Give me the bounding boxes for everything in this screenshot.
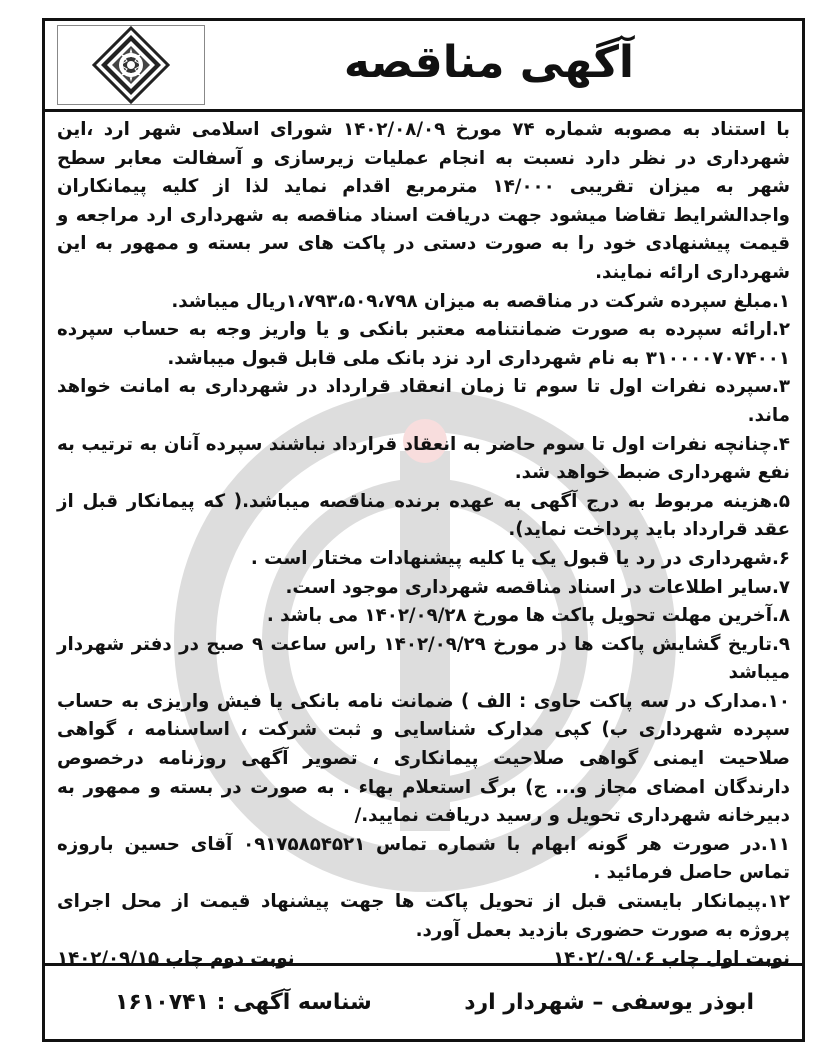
clause-11: ۱۱.در صورت هر گونه ابهام با شماره تماس ۰۹۱۷۵۸۵۴۵۲۱ آقای حسین باروزه تماس حاصل فرمائید . <box>57 833 790 884</box>
clause-7: ۷.سایر اطلاعات در اسناد مناقصه شهرداری موجود است. <box>285 576 790 598</box>
clause-6: ۶.شهرداری در رد یا قبول یک یا کلیه پیشنهادات مختار است . <box>250 547 790 569</box>
notice-header <box>45 21 802 112</box>
notice-title: آگهی مناقصه <box>343 37 634 88</box>
clause-8: ۸.آخرین مهلت تحویل پاکت ها مورخ ۱۴۰۲/۰۹/۲۸ می باشد . <box>266 605 790 627</box>
signer: ابوذر یوسفی – شهردار ارد <box>464 990 754 1015</box>
clause-1: ۱.مبلغ سپرده شرکت در مناقصه به میزان ۱،۷۹۳،۵۰۹،۷۹۸ریال میباشد. <box>171 290 790 312</box>
clause-5: ۵.هزینه مربوط به درج آگهی به عهده برنده مناقصه میباشد.( که پیمانکار قبل از عقد قرارداد باید پرداخت نماید). <box>57 490 790 541</box>
clause-4: ۴.چنانچه نفرات اول تا سوم حاضر به انعقاد قرارداد نباشند سپرده آنان به ترتیب به نفع شهرداری ضبط خواهد شد. <box>57 433 790 484</box>
notice-id: شناسه آگهی : ۱۶۱۰۷۴۱ <box>115 990 372 1015</box>
notice-footer <box>45 963 802 1039</box>
clause-3: ۳.سپرده نفرات اول تا سوم تا زمان انعقاد قرارداد در شهرداری به امانت خواهد ماند. <box>57 376 790 426</box>
first-print-date: نوبت اول چاپ ۱۴۰۲/۰۹/۰۶ <box>553 948 790 970</box>
clause-2: ۲.ارائه سپرده به صورت ضمانتنامه معتبر بانکی و یا واریز وجه به حساب سپرده ۳۱۰۰۰۰۷۰۷۴۰۰۱ به نام شهرداری ارد نزد بانک ملی قابل قبول میباشد. <box>57 319 790 369</box>
notice-body <box>57 116 790 974</box>
tender-notice <box>42 18 805 1042</box>
clause-9: ۹.تاریخ گشایش پاکت ها در مورخ ۱۴۰۲/۰۹/۲۹ راس ساعت ۹ صبح در دفتر شهردار میباشد <box>57 633 790 684</box>
second-print-date: نوبت دوم چاپ ۱۴۰۲/۰۹/۱۵ <box>57 948 295 970</box>
logo-box <box>57 25 205 105</box>
clause-10: ۱۰.مدارک در سه پاکت حاوی : الف ) ضمانت نامه بانکی یا فیش واریزی به حساب سپرده شهرداری ب) کپی مدارک شناسایی و ثبت شرکت ، اساسنامه ، گواهی صلاحیت ایمنی گواهی صلاحیت پیمانکاری ، تصویر آگهی روزنامه درخصوص دارندگان امضای مجاز و... ج) برگ استعلام بهاء . به صورت در بسته و ممهور به دبیرخانه شهرداری تحویل و رسید دریافت نمایید./ <box>57 690 790 827</box>
clause-12: ۱۲.پیمانکار بایستی قبل از تحویل پاکت ها جهت پیشنهاد قیمت از محل اجرای پروژه به صورت حضوری بازدید بعمل آورد. <box>57 891 790 941</box>
intro-paragraph: با استناد به مصوبه شماره ۷۴ مورخ ۱۴۰۲/۰۸/۰۹ شورای اسلامی شهر ارد ،این شهرداری در نظر دارد نسبت به انجام عملیات زیرسازی و آسفالت معابر سطح شهر به میزان تقریبی ۱۴/۰۰۰ مترمربع اقدام نماید لذا از کلیه پیمانکاران واجدالشرایط تقاضا میشود جهت دریافت اسناد مناقصه به شهرداری ارد مراجعه و قیمت پیشنهادی خود را به صورت دستی در پاکت های سر بسته و ممهور به این شهرداری ارائه نمایند. <box>57 119 791 283</box>
municipality-emblem-icon <box>92 26 170 104</box>
